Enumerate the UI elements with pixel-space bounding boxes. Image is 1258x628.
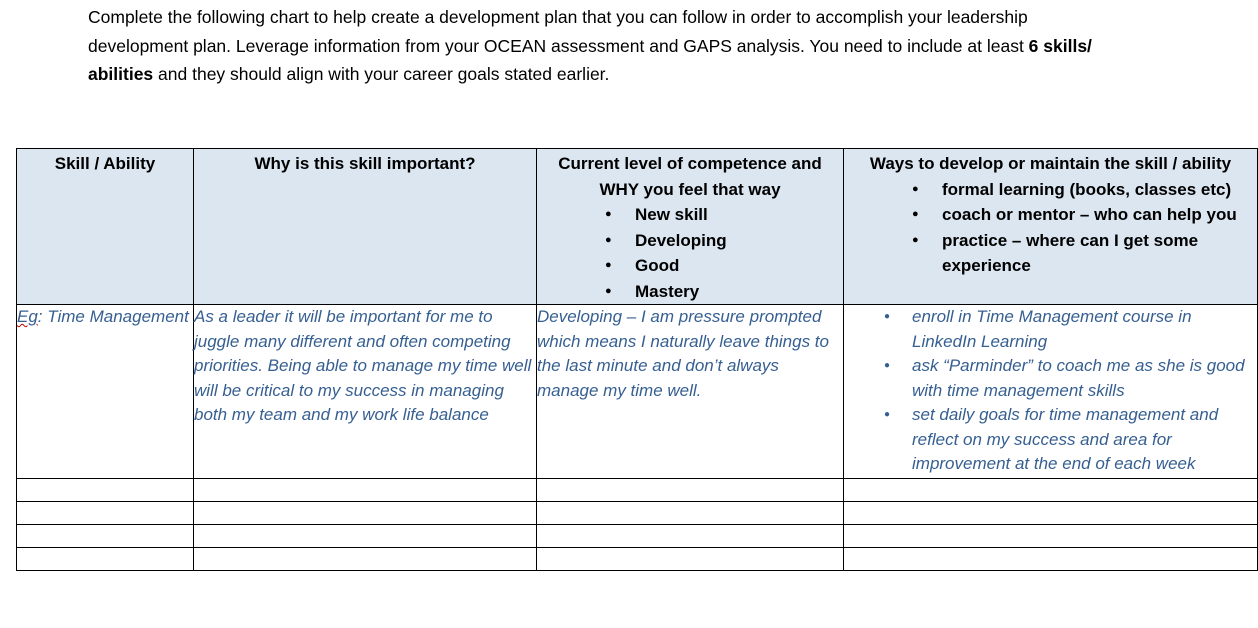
level-good: ● Good (635, 253, 843, 279)
example-skill-cell[interactable] (17, 305, 194, 479)
empty-cell[interactable] (194, 479, 537, 502)
example-ways-list (844, 305, 1257, 477)
empty-row-1 (17, 479, 1258, 502)
header-ways-label: Ways to develop or maintain the skill / ability (869, 154, 1232, 173)
empty-cell[interactable] (17, 479, 194, 502)
instructions-line-1 (88, 3, 1188, 32)
level-developing: ● Developing (635, 228, 843, 254)
header-row (17, 149, 1258, 305)
instructions-line-3 (88, 60, 1188, 89)
example-ways-cell[interactable] (844, 305, 1258, 479)
example-current-text: Developing – I am pressure prompted which means I naturally leave things to the last minute and don’t always manage my time well. (537, 307, 829, 400)
header-why (194, 149, 537, 305)
empty-cell[interactable] (844, 479, 1258, 502)
level-new-skill: ● New skill (635, 202, 843, 228)
empty-cell[interactable] (537, 502, 844, 525)
method-coach-mentor: ● coach or mentor – who can help you (942, 202, 1257, 228)
empty-cell[interactable] (17, 502, 194, 525)
header-ways (844, 149, 1258, 305)
empty-cell[interactable] (194, 502, 537, 525)
example-prefix: Eg (17, 307, 38, 326)
empty-cell[interactable] (844, 548, 1258, 571)
empty-row-2 (17, 502, 1258, 525)
header-why-label: Why is this skill important? (254, 154, 476, 173)
development-methods-list (844, 177, 1257, 279)
empty-cell[interactable] (194, 548, 537, 571)
empty-cell[interactable] (17, 525, 194, 548)
header-skill-label: Skill / Ability (54, 154, 156, 173)
example-row (17, 305, 1258, 479)
example-way-coach: ● ask “Parminder” to coach me as she is good with time management skills (912, 354, 1257, 403)
instructions-line-1-text: Complete the following chart to help create a development plan that you can follow in order to accomplish your leadership (88, 7, 1028, 27)
empty-cell[interactable] (537, 479, 844, 502)
header-current-level-label: Current level of competence and WHY you feel that way (558, 154, 822, 199)
instructions-text (88, 3, 1188, 89)
competence-levels-list (537, 202, 843, 304)
level-mastery: ● Mastery (635, 279, 843, 305)
empty-cell[interactable] (194, 525, 537, 548)
method-formal-learning: ● formal learning (books, classes etc) (942, 177, 1257, 203)
development-plan-table (16, 148, 1258, 571)
instructions-emphasis-count: 6 skills/ (1028, 35, 1092, 56)
example-way-goals: ● set daily goals for time management and reflect on my success and area for improvement at the end of each week (912, 403, 1257, 477)
method-practice: ● practice – where can I get some experience (942, 228, 1257, 279)
instructions-line-3-text: and they should align with your career goals stated earlier. (153, 64, 610, 84)
empty-cell[interactable] (844, 502, 1258, 525)
example-why-text: As a leader it will be important for me to juggle many different and often competing priorities. Being able to manage my time well will be critical to my success in managing both my team and my work life balance (194, 307, 532, 424)
instructions-line-2 (88, 32, 1188, 61)
empty-cell[interactable] (537, 525, 844, 548)
empty-cell[interactable] (17, 548, 194, 571)
empty-cell[interactable] (537, 548, 844, 571)
example-current-cell[interactable] (537, 305, 844, 479)
example-why-cell[interactable] (194, 305, 537, 479)
instructions-line-2-text: development plan. Leverage information from your OCEAN assessment and GAPS analysis. You need to include at least (88, 35, 1029, 56)
instructions-emphasis-abilities: abilities (88, 64, 154, 84)
empty-row-3 (17, 525, 1258, 548)
header-current-level (537, 149, 844, 305)
empty-row-4 (17, 548, 1258, 571)
empty-cell[interactable] (844, 525, 1258, 548)
example-skill-text: : Time Management (37, 307, 189, 326)
header-skill (17, 149, 194, 305)
example-way-course: ● enroll in Time Management course in LinkedIn Learning (912, 305, 1257, 354)
